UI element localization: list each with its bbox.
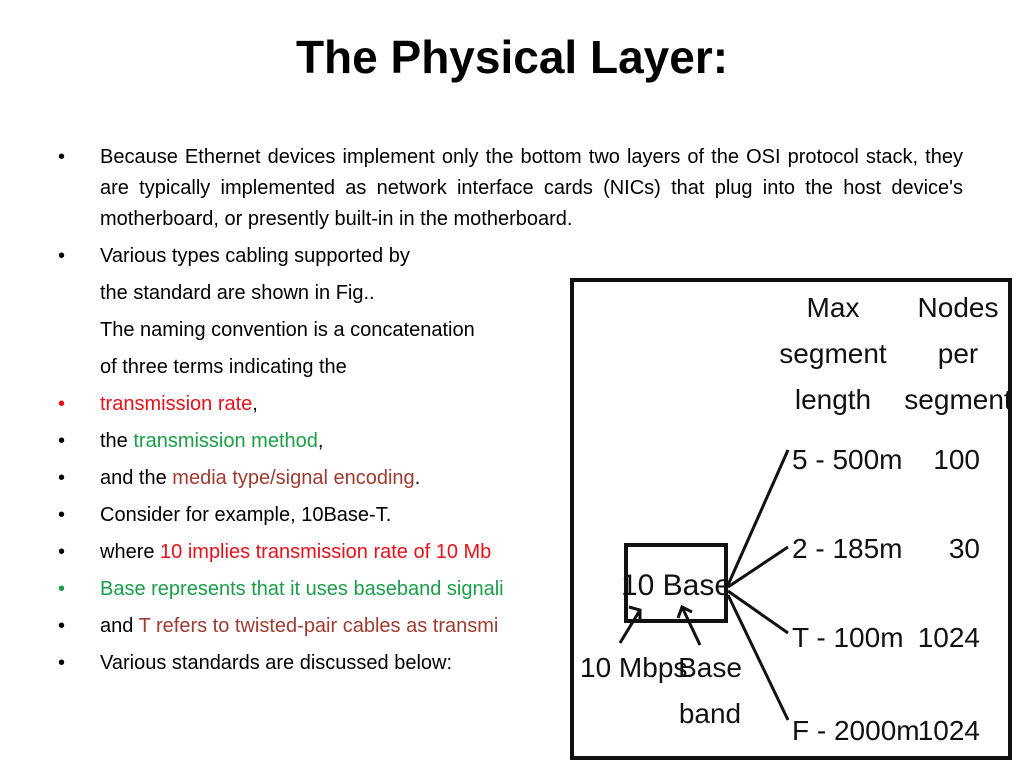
row-nodes-3: 1024 <box>917 622 980 653</box>
bullet-icon: • <box>58 467 66 489</box>
bullet-text: Consider for example, 10Base-T. <box>100 504 392 526</box>
label-10mbps: 10 Mbps <box>580 652 688 683</box>
row-length-1: 5 - 500m <box>792 444 903 475</box>
ten-base-label: 10 Base <box>620 569 732 602</box>
bullet-text: transmission method <box>133 430 318 452</box>
bullet-icon: • <box>58 504 66 526</box>
list-item <box>58 142 963 235</box>
bullet-icon: • <box>58 430 66 452</box>
bullet-text-prefix: where <box>100 541 161 563</box>
bullet-text: The naming convention is a concatenation <box>100 319 475 341</box>
bullet-text: media type/signal encoding <box>172 467 415 489</box>
col-length-header-line1: Max <box>806 292 860 323</box>
bullet-icon: • <box>58 146 66 168</box>
col-nodes-header-line2: per <box>937 338 979 369</box>
row-nodes-1: 100 <box>933 444 980 475</box>
col-nodes-header-line1: Nodes <box>917 292 999 323</box>
page-title: The Physical Layer: <box>295 31 729 83</box>
bullet-text: Base represents that it uses baseband signali <box>100 578 504 600</box>
row-length-2: 2 - 185m <box>792 533 903 564</box>
bullet-text: Various standards are discussed below: <box>100 652 453 674</box>
col-length-header-line3: length <box>794 384 872 415</box>
bullet-icon: • <box>58 578 66 600</box>
col-nodes-header-line3: segment <box>904 384 1012 415</box>
bullet-text: of three terms indicating the <box>100 356 347 378</box>
bullet-text-prefix: and <box>100 615 139 637</box>
col-length-header-line2: segment <box>779 338 887 369</box>
row-length-4: F - 2000m <box>792 715 920 746</box>
bullet-text-prefix: and the <box>100 467 173 489</box>
bullet-text: Because Ethernet devices implement only the bottom two layers of the OSI protocol stack, they are typically implemented as network interface cards (NICs) that plug into the host device's motherboard, or presently built-in in the motherboard. <box>100 146 963 230</box>
ethernet-naming-figure <box>560 265 1020 768</box>
bullet-icon: • <box>58 615 66 637</box>
figure-svg <box>560 265 1020 768</box>
bullet-text-suffix: . <box>414 467 421 489</box>
bullet-text-suffix: , <box>252 393 258 415</box>
label-base-line2: band <box>678 698 742 729</box>
bullet-text: transmission rate <box>100 393 253 415</box>
bullet-icon: • <box>58 245 66 267</box>
bullet-text-suffix: , <box>317 430 324 452</box>
row-nodes-4: 1024 <box>917 715 980 746</box>
bullet-icon: • <box>58 541 66 563</box>
bullet-text: the standard are shown in Fig.. <box>100 282 375 304</box>
row-length-3: T - 100m <box>792 622 904 653</box>
bullet-text: Various types cabling supported by <box>100 245 410 267</box>
bullet-text: 10 implies transmission rate of 10 Mb <box>160 541 492 563</box>
row-nodes-2: 30 <box>948 533 980 564</box>
bullet-text-prefix: the <box>100 430 134 452</box>
bullet-icon: • <box>58 652 66 674</box>
bullet-icon: • <box>58 393 66 415</box>
label-base-line1: Base <box>678 652 742 683</box>
bullet-text: T refers to twisted-pair cables as transmi <box>138 615 499 637</box>
